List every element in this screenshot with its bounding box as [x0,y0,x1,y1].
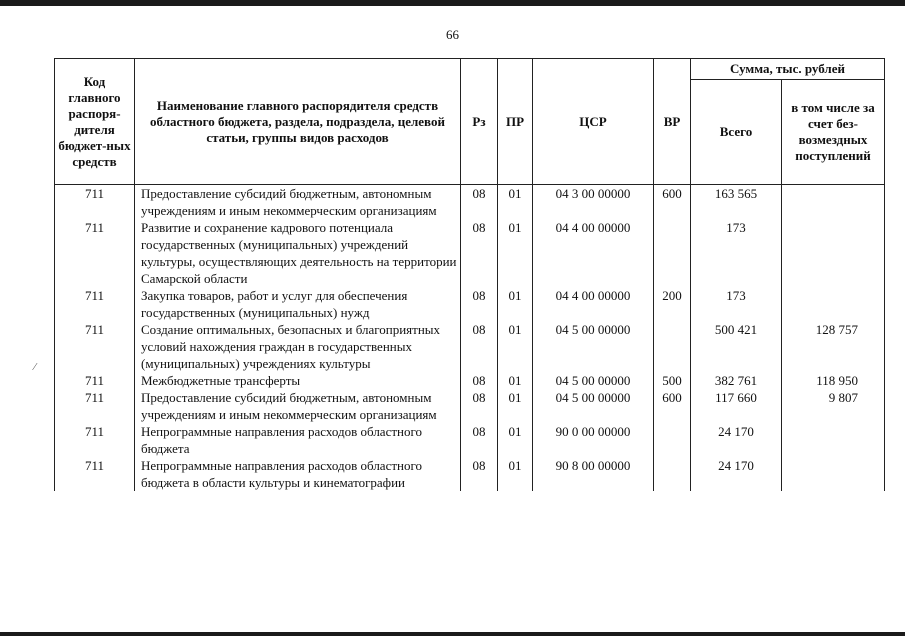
cell-total: 117 660 [691,389,782,423]
table-body [55,185,885,492]
header-rz: Рз [461,59,498,185]
top-border-rule [0,0,905,6]
cell-vr [654,457,691,491]
cell-total: 24 170 [691,457,782,491]
table-row [55,372,885,389]
cell-total: 163 565 [691,185,782,220]
table-header [55,59,885,185]
cell-pr: 01 [498,219,533,287]
cell-name: Предоставление субсидий бюджетным, автономным учреждениям и иным некоммерческим организациям [135,389,461,423]
header-sum: Сумма, тыс. рублей [691,59,885,80]
cell-gratis: 9 807 [782,389,885,423]
cell-name: Закупка товаров, работ и услуг для обеспечения государственных (муниципальных) нужд [135,287,461,321]
cell-gratis: 118 950 [782,372,885,389]
cell-code: 711 [55,287,135,321]
cell-code: 711 [55,389,135,423]
cell-vr: 600 [654,185,691,220]
cell-code: 711 [55,457,135,491]
cell-gratis [782,457,885,491]
header-gratis: в том числе за счет без-возмездных поступлений [782,80,885,185]
cell-vr: 200 [654,287,691,321]
cell-rz: 08 [461,389,498,423]
cell-rz: 08 [461,185,498,220]
header-csr: ЦСР [533,59,654,185]
cell-code: 711 [55,321,135,372]
cell-vr: 500 [654,372,691,389]
cell-csr: 04 5 00 00000 [533,372,654,389]
stray-mark: ⁄ [34,362,36,373]
cell-vr: 600 [654,389,691,423]
cell-vr [654,321,691,372]
table-row [55,287,885,321]
cell-total: 24 170 [691,423,782,457]
cell-csr: 90 8 00 00000 [533,457,654,491]
cell-gratis [782,185,885,220]
cell-pr: 01 [498,372,533,389]
cell-csr: 04 3 00 00000 [533,185,654,220]
cell-code: 711 [55,185,135,220]
table-row [55,185,885,220]
cell-pr: 01 [498,389,533,423]
cell-rz: 08 [461,372,498,389]
cell-rz: 08 [461,287,498,321]
table-row [55,219,885,287]
cell-pr: 01 [498,457,533,491]
cell-name: Создание оптимальных, безопасных и благоприятных условий нахождения граждан в государственных (муниципальных) учреждениях культуры [135,321,461,372]
table-row [55,423,885,457]
header-code: Код главного распоря-дителя бюджет-ных средств [55,59,135,185]
table-row [55,321,885,372]
cell-name: Непрограммные направления расходов областного бюджета в области культуры и кинематографии [135,457,461,491]
table-row [55,389,885,423]
cell-code: 711 [55,219,135,287]
header-name: Наименование главного распорядителя средств областного бюджета, раздела, подраздела, целевой статьи, группы видов расходов [135,59,461,185]
header-pr: ПР [498,59,533,185]
cell-gratis [782,287,885,321]
cell-rz: 08 [461,457,498,491]
cell-total: 382 761 [691,372,782,389]
cell-name: Предоставление субсидий бюджетным, автономным учреждениям и иным некоммерческим организациям [135,185,461,220]
cell-vr [654,219,691,287]
table-row [55,457,885,491]
cell-name: Развитие и сохранение кадрового потенциала государственных (муниципальных) учреждений культуры, осуществляющих деятельность на территории Самарской области [135,219,461,287]
cell-gratis [782,423,885,457]
budget-table [54,58,885,491]
bottom-border-rule [0,632,905,636]
cell-rz: 08 [461,423,498,457]
cell-csr: 04 4 00 00000 [533,287,654,321]
cell-total: 173 [691,287,782,321]
cell-name: Межбюджетные трансферты [135,372,461,389]
cell-csr: 04 5 00 00000 [533,389,654,423]
cell-pr: 01 [498,321,533,372]
cell-csr: 04 4 00 00000 [533,219,654,287]
cell-csr: 04 5 00 00000 [533,321,654,372]
cell-csr: 90 0 00 00000 [533,423,654,457]
cell-vr [654,423,691,457]
cell-total: 173 [691,219,782,287]
header-total: Всего [691,80,782,185]
cell-pr: 01 [498,185,533,220]
cell-code: 711 [55,423,135,457]
cell-pr: 01 [498,287,533,321]
header-vr: ВР [654,59,691,185]
cell-name: Непрограммные направления расходов областного бюджета [135,423,461,457]
cell-code: 711 [55,372,135,389]
cell-total: 500 421 [691,321,782,372]
cell-rz: 08 [461,219,498,287]
cell-gratis [782,219,885,287]
cell-rz: 08 [461,321,498,372]
page-number: 66 [446,27,459,42]
cell-pr: 01 [498,423,533,457]
cell-gratis: 128 757 [782,321,885,372]
